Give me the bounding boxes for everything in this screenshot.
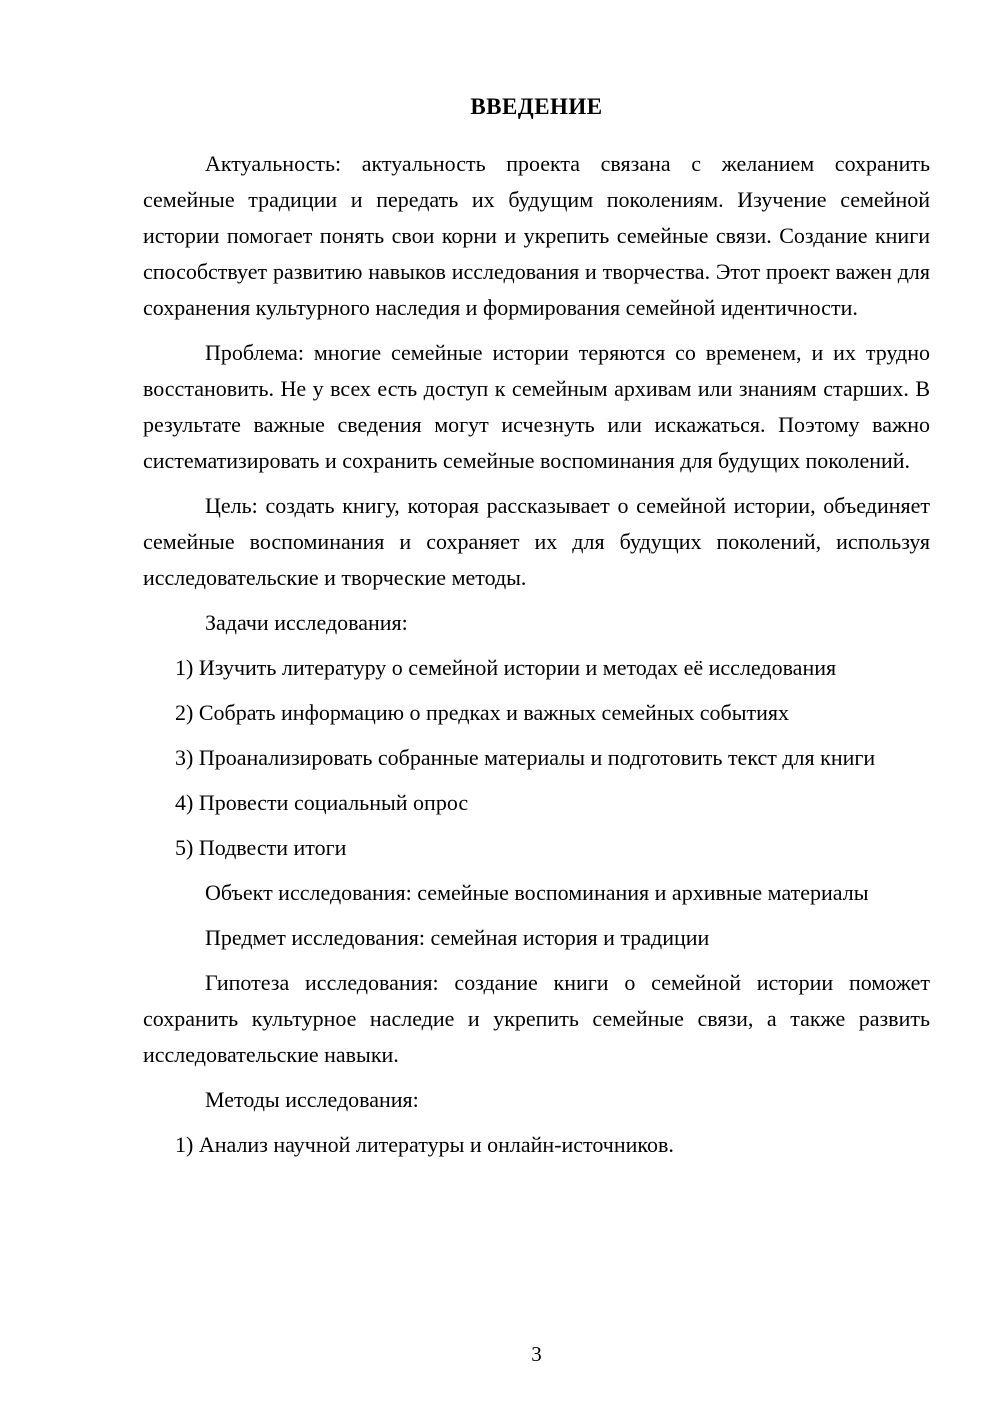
list-item-task-1: 1) Изучить литературу о семейной истории и методах её исследования bbox=[175, 655, 837, 680]
paragraph-obekt: Объект исследования: семейные воспоминания и архивные материалы bbox=[205, 880, 869, 905]
paragraph-gipoteza: Гипотеза исследования: создание книги о семейной истории поможет сохранить культурное наследие и укрепить семейные связи, а также развить исследовательские навыки. bbox=[143, 970, 930, 1067]
page-number: 3 bbox=[531, 1342, 542, 1366]
list-item-task-2: 2) Собрать информацию о предках и важных семейных событиях bbox=[175, 700, 790, 725]
list-item-method-1: 1) Анализ научной литературы и онлайн-источников. bbox=[175, 1132, 674, 1157]
paragraph-problema: Проблема: многие семейные истории теряются со временем, и их трудно восстановить. Не у всех есть доступ к семейным архивам или знаниям старших. В результате важные сведения могут исчезнуть или искажаться. Поэтому важно систематизировать и сохранить семейные воспоминания для будущих поколений. bbox=[143, 340, 930, 473]
list-item-task-5: 5) Подвести итоги bbox=[175, 835, 347, 860]
page-title: ВВЕДЕНИЕ bbox=[470, 94, 603, 119]
paragraph-zadachi-heading: Задачи исследования: bbox=[205, 610, 408, 635]
paragraph-tsel: Цель: создать книгу, которая рассказывает о семейной истории, объединяет семейные воспоминания и сохраняет их для будущих поколений, используя исследовательские и творческие методы. bbox=[143, 493, 930, 590]
paragraph-predmet: Предмет исследования: семейная история и традиции bbox=[205, 925, 710, 950]
paragraph-metody-heading: Методы исследования: bbox=[205, 1087, 419, 1112]
paragraph-aktualnost: Актуальность: актуальность проекта связана с желанием сохранить семейные традиции и передать их будущим поколениям. Изучение семейной истории помогает понять свои корни и укрепить семейные связи. Создание книги способствует развитию навыков исследования и творчества. Этот проект важен для сохранения культурного наследия и формирования семейной идентичности. bbox=[143, 151, 930, 320]
list-item-task-4: 4) Провести социальный опрос bbox=[175, 790, 469, 815]
list-item-task-3: 3) Проанализировать собранные материалы и подготовить текст для книги bbox=[175, 745, 876, 770]
